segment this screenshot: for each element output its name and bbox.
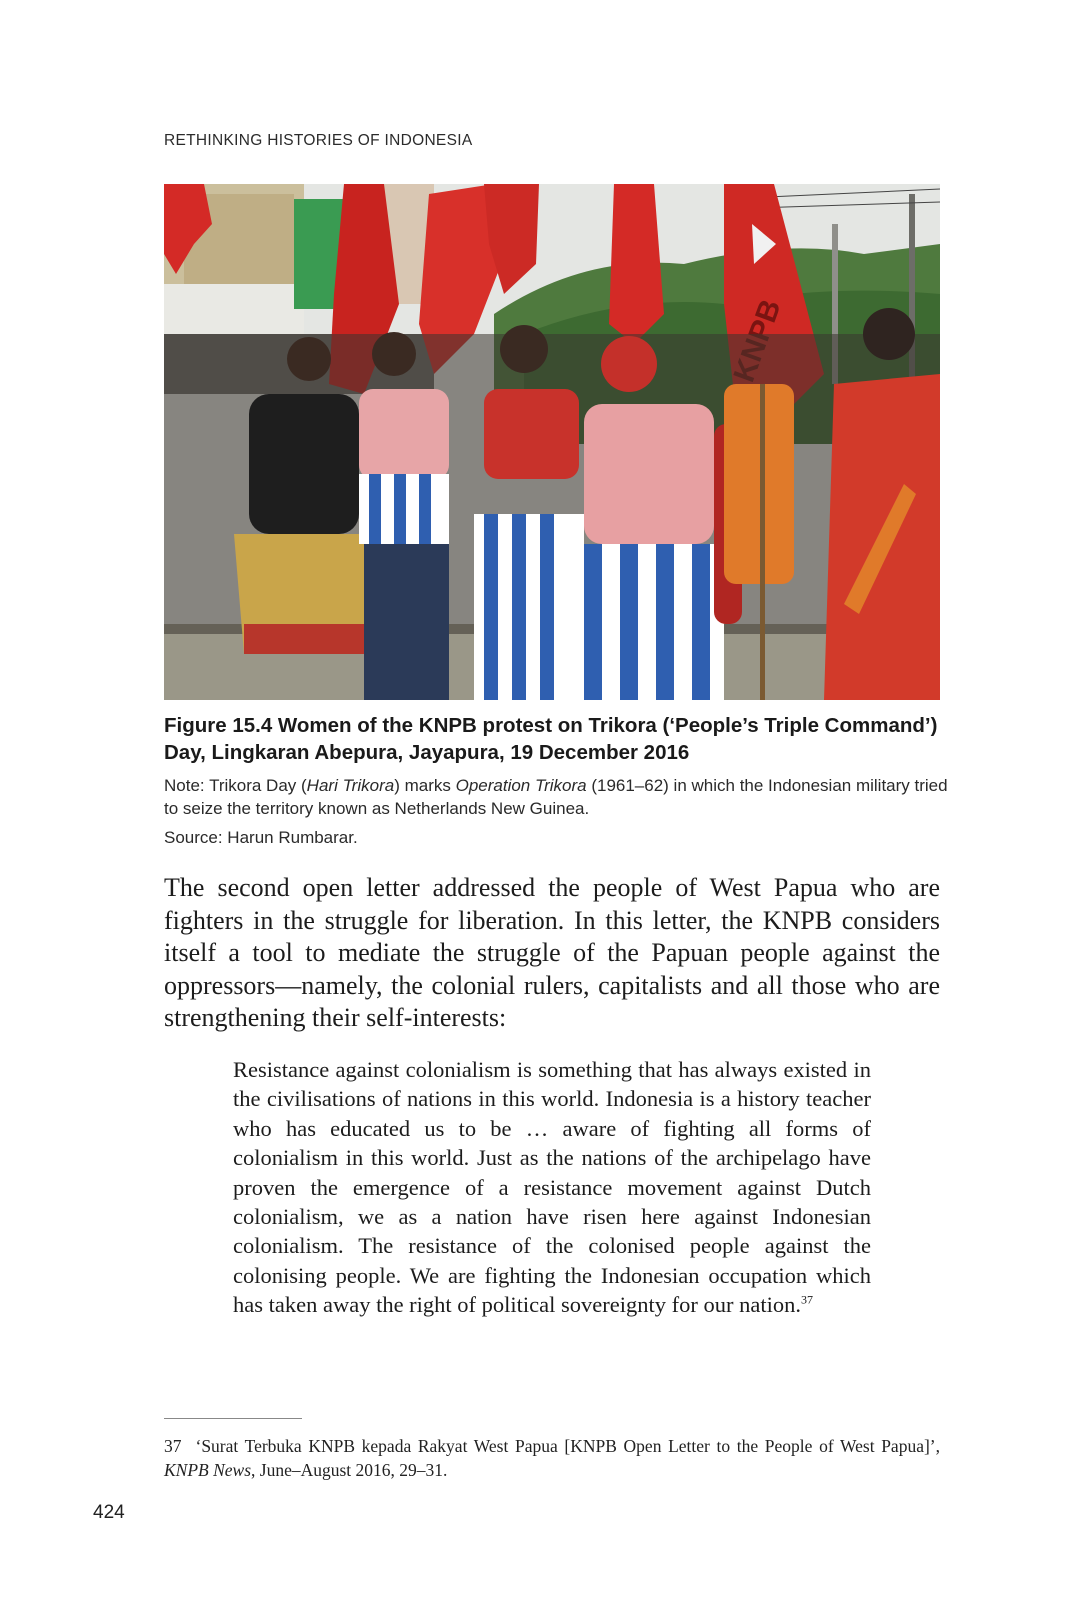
- running-head: RETHINKING HISTORIES OF INDONESIA: [164, 132, 473, 149]
- footnote: [164, 1434, 940, 1482]
- note-text-3: (1961–62) in which the Indonesian military tried to seize the territory known as Netherlands New Guinea.: [164, 776, 948, 818]
- footnote-number: 37: [164, 1436, 182, 1456]
- note-label: Note:: [164, 776, 205, 795]
- protest-photo: [164, 184, 940, 700]
- footnote-italic-source: KNPB News: [164, 1460, 252, 1480]
- footnote-reference[interactable]: 37: [800, 1292, 813, 1307]
- note-italic-operation-trikora: Operation Trikora: [455, 776, 587, 795]
- note-text-2: ) marks: [394, 776, 456, 795]
- body-paragraph: The second open letter addressed the people of West Papua who are fighters in the struggle for liberation. In this letter, the KNPB considers itself a tool to mediate the struggle of the Papuan people against the oppressors—namely, the colonial rulers, capitalists and all those who are strengthening their self-interests:: [164, 873, 940, 1033]
- note-italic-hari-trikora: Hari Trikora: [306, 776, 395, 795]
- footnote-text-2: , June–August 2016, 29–31.: [251, 1460, 448, 1480]
- figure-note: [164, 774, 954, 820]
- note-text-1: Trikora Day (: [209, 776, 307, 795]
- footnote-divider: [164, 1418, 302, 1419]
- block-quote: [233, 1055, 871, 1320]
- page-number: 424: [93, 1502, 125, 1523]
- figure-source: Source: Harun Rumbarar.: [164, 828, 358, 847]
- figure-caption-title: Figure 15.4 Women of the KNPB protest on Trikora (‘People’s Triple Command’) Day, Lingkaran Abepura, Jayapura, 19 December 2016: [164, 714, 938, 764]
- block-quote-text: Resistance against colonialism is something that has always existed in the civilisations of nations in this world. Indonesia is a history teacher who has educated us to be … aware of fighting all forms of colonialism in this world. Just as the nations of the archipelago have proven the emergence of a resistance movement against Dutch colonialism, we as a nation have risen here against Indonesian colonialism. The resistance of the colonised people against the colonising people. We are fighting the Indonesian occupation which has taken away the right of political sovereignty for our nation.: [233, 1057, 871, 1318]
- footnote-text-1: ‘Surat Terbuka KNPB kepada Rakyat West Papua [KNPB Open Letter to the People of West Papua]’,: [195, 1436, 940, 1456]
